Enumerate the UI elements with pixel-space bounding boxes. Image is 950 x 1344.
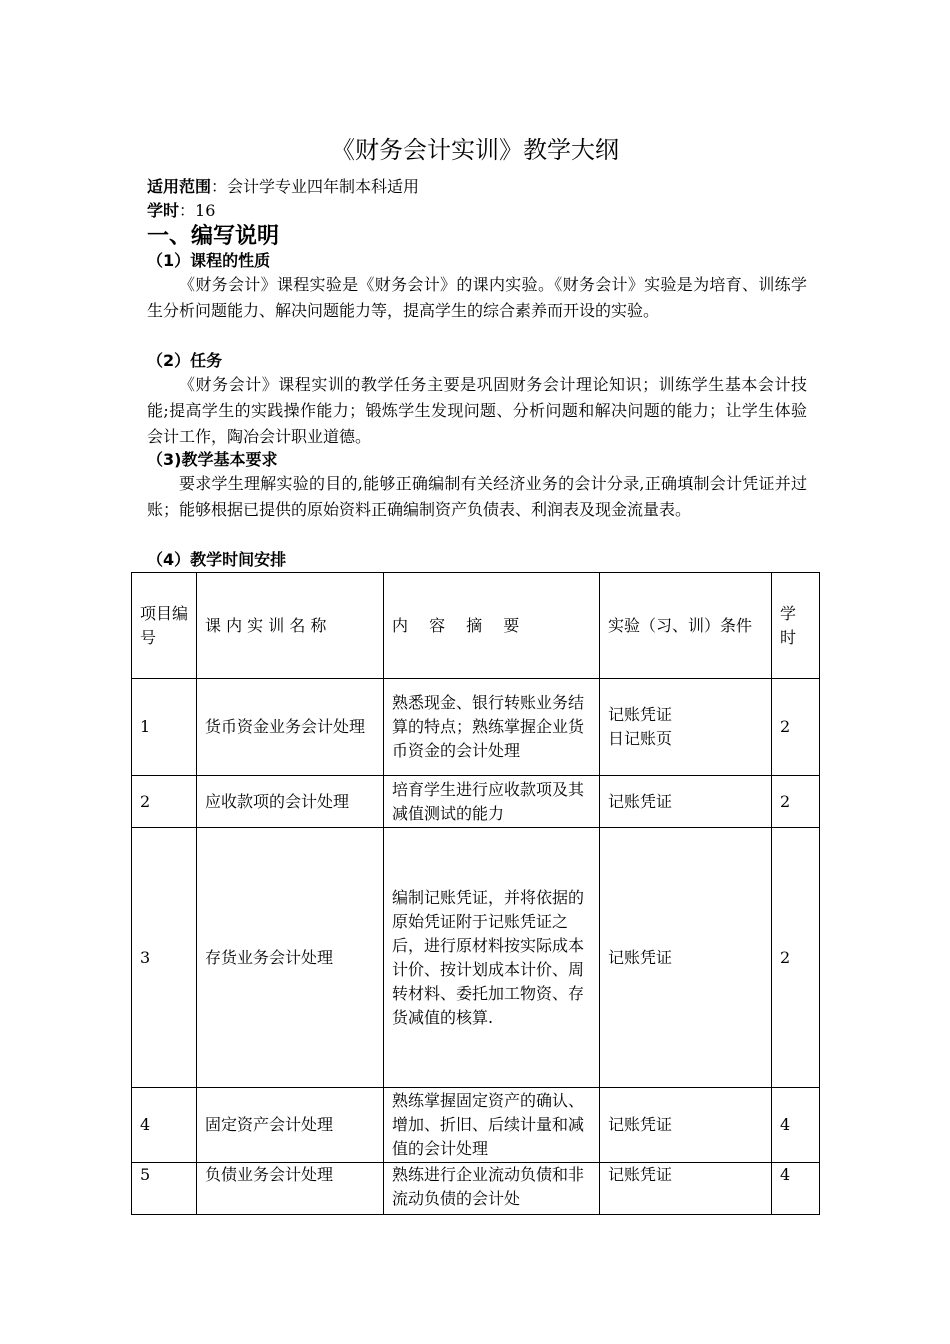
header-cell: 项目编号 xyxy=(132,573,197,679)
row-hours: 2 xyxy=(772,679,820,776)
table-row xyxy=(132,776,820,828)
paragraph-nature: 《财务会计》课程实验是《财务会计》的课内实验。《财务会计》实验是为培育、训练学生分析问题能力、解决问题能力等，提高学生的综合素养而开设的实验。 xyxy=(147,275,807,320)
hours-line xyxy=(147,200,215,222)
row-name-text: 负债业务会计处理 xyxy=(205,1165,334,1184)
schedule-table xyxy=(131,572,820,1215)
row-name: 固定资产会计处理 xyxy=(197,1088,384,1163)
row-condition xyxy=(600,679,772,776)
condition-line: 日记账页 xyxy=(608,729,673,748)
row-condition-text: 记账凭证 xyxy=(608,1165,673,1184)
subheading-schedule: （4）教学时间安排 xyxy=(147,550,287,569)
row-hours xyxy=(772,1163,820,1215)
paragraph-task: 《财务会计》课程实训的教学任务主要是巩固财务会计理论知识；训练学生基本会计技能;提高学生的实践操作能力；锻炼学生发现问题、分析问题和解决问题的能力；让学生体验会计工作，陶冶会计职业道德。 xyxy=(147,375,807,446)
row-summary-text: 熟练进行企业流动负债和非流动负债的会计处 xyxy=(392,1165,585,1208)
row-hours: 2 xyxy=(772,776,820,828)
row-summary: 熟悉现金、银行转账业务结算的特点；熟练掌握企业货币资金的会计处理 xyxy=(384,679,600,776)
row-name: 货币资金业务会计处理 xyxy=(197,679,384,776)
row-name: 存货业务会计处理 xyxy=(197,828,384,1088)
row-name: 应收款项的会计处理 xyxy=(197,776,384,828)
condition-line: 记账凭证 xyxy=(608,705,673,724)
row-number xyxy=(132,1163,197,1215)
table-row xyxy=(132,1163,820,1215)
hours-label: 学时 xyxy=(147,201,180,220)
row-number: 1 xyxy=(132,679,197,776)
row-condition: 记账凭证 xyxy=(600,828,772,1088)
row-summary xyxy=(384,1163,600,1215)
row-name xyxy=(197,1163,384,1215)
row-hours: 4 xyxy=(772,1088,820,1163)
scope-line xyxy=(147,176,419,198)
paragraph-requirements: 要求学生理解实验的目的,能够正确编制有关经济业务的会计分录,正确填制会计凭证并过账；能够根据已提供的原始资料正确编制资产负债表、利润表及现金流量表。 xyxy=(147,474,807,519)
table-header-row xyxy=(132,573,820,679)
subheading-requirements: （3)教学基本要求 xyxy=(147,450,278,469)
header-cell: 内 容 摘 要 xyxy=(384,573,600,679)
hours-value: ：16 xyxy=(179,201,216,220)
table-row xyxy=(132,1088,820,1163)
scope-value: ：会计学专业四年制本科适用 xyxy=(211,177,420,196)
row-hours-text: 4 xyxy=(780,1165,791,1184)
row-number: 2 xyxy=(132,776,197,828)
header-cell: 课 内 实 训 名 称 xyxy=(197,573,384,679)
document-title: 《财务会计实训》教学大纲 xyxy=(331,136,619,164)
table-row xyxy=(132,828,820,1088)
scope-label: 适用范围 xyxy=(147,177,212,196)
row-number: 3 xyxy=(132,828,197,1088)
row-summary: 编制记账凭证，并将依据的原始凭证附于记账凭证之后，进行原材料按实际成本计价、按计划成本计价、周转材料、委托加工物资、存货减值的核算. xyxy=(384,828,600,1088)
table-row xyxy=(132,679,820,776)
row-number-text: 5 xyxy=(140,1165,151,1184)
row-summary: 熟练掌握固定资产的确认、增加、折旧、后续计量和减值的会计处理 xyxy=(384,1088,600,1163)
section-heading: 一、编写说明 xyxy=(147,224,280,249)
row-summary: 培育学生进行应收款项及其减值测试的能力 xyxy=(384,776,600,828)
header-cell: 学时 xyxy=(772,573,820,679)
row-condition xyxy=(600,1163,772,1215)
row-condition: 记账凭证 xyxy=(600,776,772,828)
subheading-task: （2）任务 xyxy=(147,351,223,370)
subheading-nature: （1）课程的性质 xyxy=(147,251,271,270)
row-number: 4 xyxy=(132,1088,197,1163)
row-condition: 记账凭证 xyxy=(600,1088,772,1163)
row-hours: 2 xyxy=(772,828,820,1088)
header-cell: 实验（习、训）条件 xyxy=(600,573,772,679)
